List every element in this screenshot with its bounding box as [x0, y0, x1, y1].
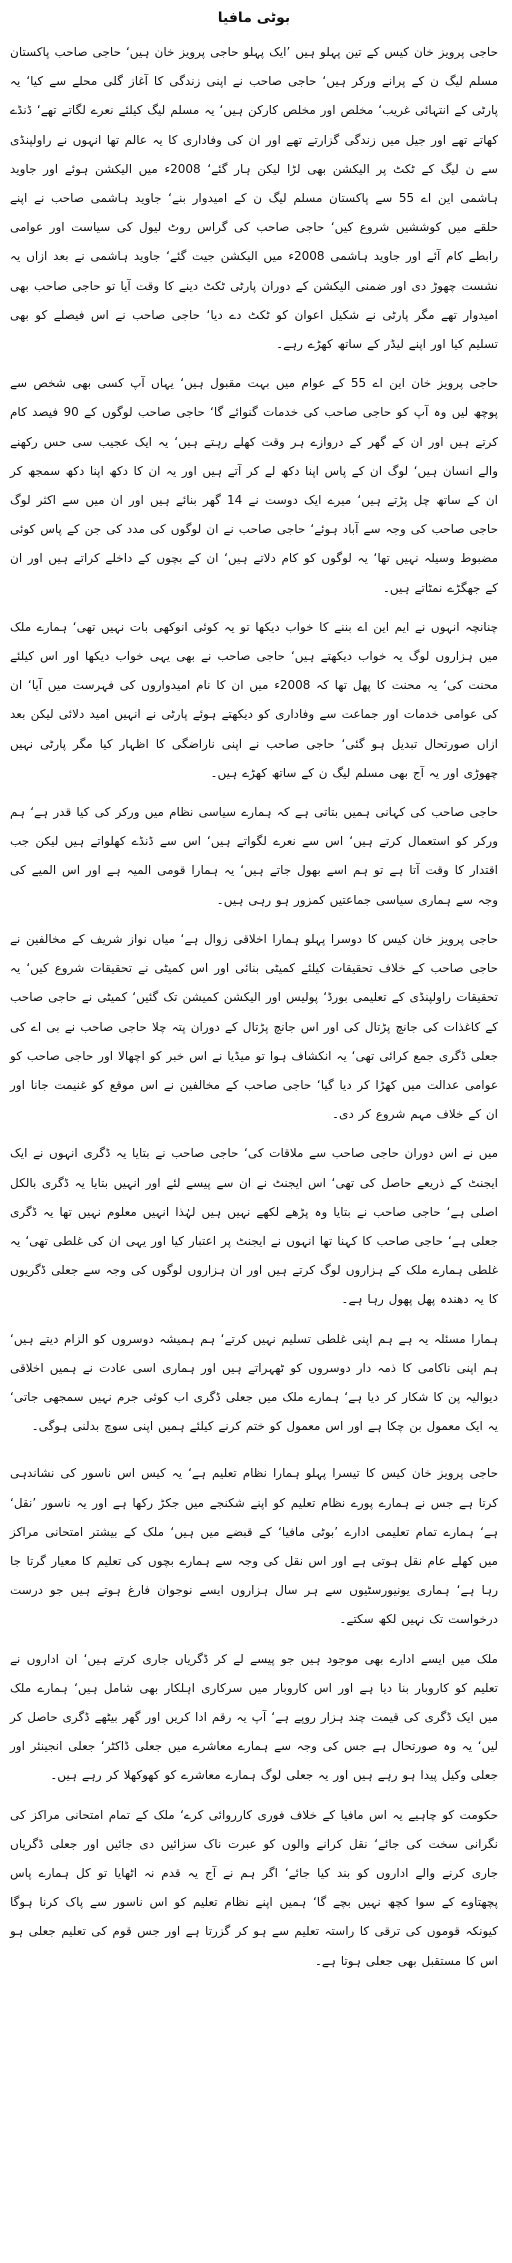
article-paragraph-3: چنانچہ انہوں نے ایم این اے بننے کا خواب دیکھا تو یہ کوئی انوکھی بات نہیں تھی‘ ہمارے ملک میں ہزاروں لوگ یہ خواب دیکھتے ہیں‘ حاجی صاحب نے بھی یہی خواب دیکھا اور اس کیلئے محنت کی‘ یہ محنت کا پھل تھا کہ 2008ء میں ان کا نام امیدواروں کی فہرست میں آیا‘ ان کی عوامی خدمات اور جماعت سے وفاداری کو دیکھتے ہوئے پارٹی نے انہیں امید دلائی لیکن بعد ازاں صورتحال تبدیل ہو گئی‘ حاجی صاحب نے اپنی ناراضگی کا اظہار کیا مگر پارٹی نہیں چھوڑی اور یہ آج بھی مسلم لیگ ن کے ساتھ کھڑے ہیں۔	[10, 619, 498, 780]
article-paragraph-7: ہمارا مسئلہ یہ ہے ہم اپنی غلطی تسلیم نہیں کرتے‘ ہم ہمیشہ دوسروں کو الزام دیتے ہیں‘ ہم اپنی ناکامی کا ذمہ دار دوسروں کو ٹھہراتے ہیں اور ہماری اسی عادت نے ہمیں اخلاقی دیوالیہ پن کا شکار کر دیا ہے‘ ہمارے ملک میں جعلی ڈگری اب کوئی جرم نہیں سمجھی جاتی‘ یہ ایک معمول بن چکا ہے اور اس معمول کو ختم کرنے کیلئے ہمیں اپنی سوچ بدلنی ہوگی۔	[10, 1331, 498, 1434]
article-paragraph-5: حاجی پرویز خان کیس کا دوسرا پہلو ہمارا اخلاقی زوال ہے‘ میاں نواز شریف کے مخالفین نے حاجی صاحب کے خلاف تحقیقات کیلئے کمیٹی بنائی اور اس کمیٹی نے تحقیقات شروع کیں‘ یہ تحقیقات راولپنڈی کے تعلیمی بورڈ‘ پولیس اور الیکشن کمیشن تک گئیں‘ کمیٹی نے حاجی صاحب کے کاغذات کی جانچ پڑتال کی اور اس جانچ پڑتال کے دوران پتہ چلا حاجی صاحب نے بی اے کی جعلی ڈگری جمع کرائی تھی‘ یہ انکشاف ہوا تو میڈیا نے اس خبر کو اچھالا اور حاجی صاحب کو عوامی عدالت میں کھڑا کر دیا گیا‘ حاجی صاحب کے مخالفین نے اس موقع کو غنیمت جانا اور ان کے خلاف مہم شروع کر دی۔	[10, 931, 498, 1122]
article-paragraph-4: حاجی صاحب کی کہانی ہمیں بتاتی ہے کہ ہمارے سیاسی نظام میں ورکر کی کیا قدر ہے‘ ہم ورکر کو استعمال کرتے ہیں‘ اس سے نعرے لگواتے ہیں‘ اس سے ڈنڈے کھلواتے ہیں لیکن جب اقتدار کا وقت آتا ہے تو ہم اسے بھول جاتے ہیں‘ یہ ہمارا قومی المیہ ہے اور اس المیے کی وجہ سے ہماری سیاسی جماعتیں کمزور ہو رہی ہیں۔	[10, 805, 498, 907]
article-paragraph-8: حاجی پرویز خان کیس کا تیسرا پہلو ہمارا نظام تعلیم ہے‘ یہ کیس اس ناسور کی نشاندہی کرتا ہے جس نے ہمارے پورے نظام تعلیم کو اپنے شکنجے میں جکڑ رکھا ہے اور یہ ناسور ’نقل‘ ہے‘ ہمارے تمام تعلیمی ادارے ’بوٹی مافیا‘ کے قبضے میں ہیں‘ ملک کے بیشتر امتحانی مراکز میں کھلے عام نقل ہوتی ہے اور اس نقل کی وجہ سے ہمارے بچوں کی تعلیم کا معیار گرتا جا رہا ہے‘ ہماری یونیورسٹیوں سے ہر سال ہزاروں ایسے نوجوان فارغ ہوتے ہیں جو درست درخواست تک نہیں لکھ سکتے۔	[10, 1466, 498, 1627]
article-paragraph-9: ملک میں ایسے ادارے بھی موجود ہیں جو پیسے لے کر ڈگریاں جاری کرتے ہیں‘ ان اداروں نے تعلیم کو کاروبار بنا دیا ہے اور اس کاروبار میں سرکاری اہلکار بھی شامل ہیں‘ ہمارے ملک میں ایک ڈگری کی قیمت چند ہزار روپے ہے‘ آپ یہ رقم ادا کریں اور گھر بیٹھے ڈگری حاصل کر لیں‘ یہ وہ صورتحال ہے جس کی وجہ سے ہمارے معاشرے میں جعلی ڈاکٹر‘ جعلی انجینئر اور جعلی وکیل پیدا ہو رہے ہیں اور یہ جعلی لوگ ہمارے معاشرے کو کھوکھلا کر رہے ہیں۔	[10, 1651, 498, 1783]
article-paragraph-6: میں نے اس دوران حاجی صاحب سے ملاقات کی‘ حاجی صاحب نے بتایا یہ ڈگری انہوں نے ایک ایجنٹ کے ذریعے حاصل کی تھی‘ اس ایجنٹ نے ان سے پیسے لئے اور انہیں بتایا یہ ڈگری بالکل اصلی ہے‘ حاجی صاحب نے بتایا وہ پڑھے لکھے نہیں ہیں لہٰذا انہیں معلوم نہیں تھا یہ ڈگری جعلی ہے‘ حاجی صاحب کا کہنا تھا انہوں نے ایجنٹ پر اعتبار کیا اور یہی ان کی غلطی تھی‘ یہ غلطی ہمارے ملک کے ہزاروں لوگ کرتے ہیں اور ان ہزاروں لوگوں کی وجہ سے جعلی ڈگریوں کا یہ دھندہ پھل پھول رہا ہے۔	[10, 1146, 498, 1307]
article-paragraph-10: حکومت کو چاہیے یہ اس مافیا کے خلاف فوری کارروائی کرے‘ ملک کے تمام امتحانی مراکز کی نگرانی سخت کی جائے‘ نقل کرانے والوں کو عبرت ناک سزائیں دی جائیں اور جعلی ڈگریاں جاری کرنے والے اداروں کو بند کیا جائے‘ اگر ہم نے آج یہ قدم نہ اٹھایا تو کل ہمارے پاس پچھتاوے کے سوا کچھ نہیں بچے گا‘ ہمیں اپنے نظام تعلیم کو اس ناسور سے پاک کرنا ہوگا کیونکہ قوموں کی ترقی کا راستہ تعلیم سے ہو کر گزرتا ہے اور جس قوم کی تعلیم جعلی ہو اس کا مستقبل بھی جعلی ہوتا ہے۔	[10, 1807, 498, 1968]
article-paragraph-1: حاجی پرویز خان کیس کے تین پہلو ہیں ’ایک پہلو حاجی پرویز خان ہیں‘ حاجی صاحب پاکستان مسلم لیگ ن کے پرانے ورکر ہیں‘ حاجی صاحب نے اپنی زندگی کا آغاز گلی محلے سے کیا‘ یہ پارٹی کے انتہائی غریب‘ مخلص اور مخلص کارکن ہیں‘ یہ مسلم لیگ کیلئے نعرے لگاتے تھے‘ ڈنڈے کھاتے تھے اور جیل میں زندگی گزارتے تھے اور ان کی وفاداری کا یہ عالم تھا انہوں نے راولپنڈی سے ن لیگ کے ٹکٹ پر الیکشن بھی لڑا لیکن ہار گئے‘ 2008ء میں الیکشن ہوئے اور جاوید ہاشمی این اے 55 سے پاکستان مسلم لیگ ن کے امیدوار بنے‘ جاوید ہاشمی صاحب نے اپنے حلقے میں کوششیں شروع کیں‘ حاجی صاحب کی گراس روٹ لیول کی سیاست اور عوامی رابطے کام آئے اور جاوید ہاشمی 2008ء میں الیکشن جیت گئے‘ جاوید ہاشمی نے بعد ازاں یہ نشست چھوڑ دی اور ضمنی الیکشن کے دوران پارٹی ٹکٹ دینے کا وقت آیا تو حاجی صاحب بھی امیدوار تھے مگر پارٹی نے شکیل اعوان کو ٹکٹ دے دیا‘ حاجی صاحب نے اس فیصلے کو بھی تسلیم کیا اور اپنے لیڈر کے ساتھ کھڑے رہے۔	[10, 45, 498, 352]
article-paragraph-2: حاجی پرویز خان این اے 55 کے عوام میں بہت مقبول ہیں‘ یہاں آپ کسی بھی شخص سے پوچھ لیں وہ آپ کو حاجی صاحب کی خدمات گنوائے گا‘ حاجی صاحب لوگوں کے 90 فیصد کام کرتے ہیں اور ان کے گھر کے دروازے ہر وقت کھلے رہتے ہیں‘ یہ ایک عجیب سی حس رکھنے والے انسان ہیں‘ لوگ ان کے پاس اپنا دکھ لے کر آتے ہیں اور یہ ان کا دکھ اپنا دکھ سمجھ کر ان کے ساتھ چل پڑتے ہیں‘ میرے ایک دوست نے 14 گھر بنائے ہیں اور ان میں سے اکثر لوگ حاجی صاحب کی وجہ سے آباد ہوئے‘ حاجی صاحب نے ان لوگوں کی مدد کی جن کے پاس کوئی مضبوط وسیلہ نہیں تھا‘ یہ لوگوں کو کام دلاتے ہیں‘ ان کے بچوں کے داخلے کراتے ہیں اور ان کے جھگڑے نمٹاتے ہیں۔	[10, 376, 499, 595]
article-title: بوٹی مافیا	[217, 10, 291, 26]
